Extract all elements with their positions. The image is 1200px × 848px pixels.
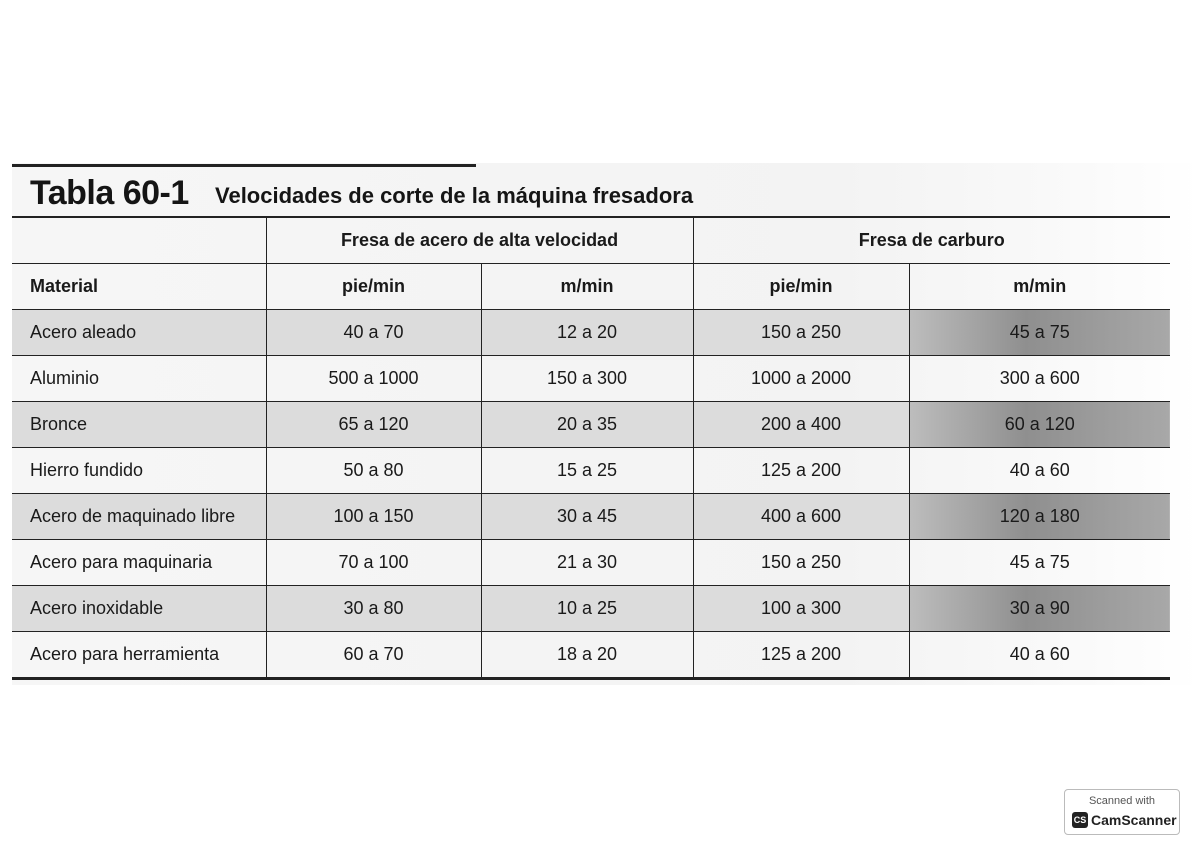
value-cell: 50 a 80 (266, 448, 481, 494)
material-cell: Acero aleado (12, 310, 266, 356)
value-cell: 30 a 90 (909, 586, 1170, 632)
group-header-row (12, 217, 1170, 264)
table-row (12, 632, 1170, 679)
column-header-carbide-ft: pie/min (693, 264, 909, 310)
table-row (12, 586, 1170, 632)
material-cell: Acero inoxidable (12, 586, 266, 632)
value-cell: 500 a 1000 (266, 356, 481, 402)
value-cell: 1000 a 2000 (693, 356, 909, 402)
column-header-carbide-m: m/min (909, 264, 1170, 310)
value-cell: 45 a 75 (909, 540, 1170, 586)
value-cell: 100 a 150 (266, 494, 481, 540)
table-row (12, 448, 1170, 494)
value-cell: 60 a 120 (909, 402, 1170, 448)
value-cell: 45 a 75 (909, 310, 1170, 356)
value-cell: 40 a 70 (266, 310, 481, 356)
value-cell: 125 a 200 (693, 632, 909, 679)
value-cell: 40 a 60 (909, 632, 1170, 679)
column-header-hss-m: m/min (481, 264, 693, 310)
watermark-caption: Scanned with (1088, 795, 1156, 807)
value-cell: 12 a 20 (481, 310, 693, 356)
value-cell: 10 a 25 (481, 586, 693, 632)
value-cell: 18 a 20 (481, 632, 693, 679)
material-cell: Acero para herramienta (12, 632, 266, 679)
value-cell: 70 a 100 (266, 540, 481, 586)
camscanner-logo-icon: CS (1072, 812, 1088, 828)
value-cell: 20 a 35 (481, 402, 693, 448)
value-cell: 200 a 400 (693, 402, 909, 448)
value-cell: 60 a 70 (266, 632, 481, 679)
value-cell: 125 a 200 (693, 448, 909, 494)
material-cell: Hierro fundido (12, 448, 266, 494)
camscanner-watermark (1064, 789, 1180, 835)
value-cell: 15 a 25 (481, 448, 693, 494)
table-number: Tabla 60-1 (30, 174, 189, 212)
value-cell: 65 a 120 (266, 402, 481, 448)
material-cell: Aluminio (12, 356, 266, 402)
table-row (12, 310, 1170, 356)
value-cell: 30 a 80 (266, 586, 481, 632)
column-header-row (12, 264, 1170, 310)
group-header-hss: Fresa de acero de alta velocidad (266, 217, 693, 264)
material-cell: Acero para maquinaria (12, 540, 266, 586)
value-cell: 30 a 45 (481, 494, 693, 540)
material-cell: Bronce (12, 402, 266, 448)
column-header-material: Material (12, 264, 266, 310)
group-header-carbide: Fresa de carburo (693, 217, 1170, 264)
value-cell: 150 a 300 (481, 356, 693, 402)
value-cell: 120 a 180 (909, 494, 1170, 540)
title-rule (12, 164, 476, 167)
group-header-empty (12, 217, 266, 264)
value-cell: 21 a 30 (481, 540, 693, 586)
value-cell: 150 a 250 (693, 540, 909, 586)
value-cell: 100 a 300 (693, 586, 909, 632)
watermark-brand: CamScanner (1091, 812, 1177, 828)
value-cell: 400 a 600 (693, 494, 909, 540)
material-cell: Acero de maquinado libre (12, 494, 266, 540)
table-title: Velocidades de corte de la máquina fresadora (215, 183, 694, 208)
cutting-speed-table (12, 216, 1170, 680)
table-row (12, 494, 1170, 540)
value-cell: 40 a 60 (909, 448, 1170, 494)
table-caption (12, 170, 1172, 216)
table-row (12, 540, 1170, 586)
table-row (12, 356, 1170, 402)
column-header-hss-ft: pie/min (266, 264, 481, 310)
value-cell: 300 a 600 (909, 356, 1170, 402)
value-cell: 150 a 250 (693, 310, 909, 356)
table-row (12, 402, 1170, 448)
